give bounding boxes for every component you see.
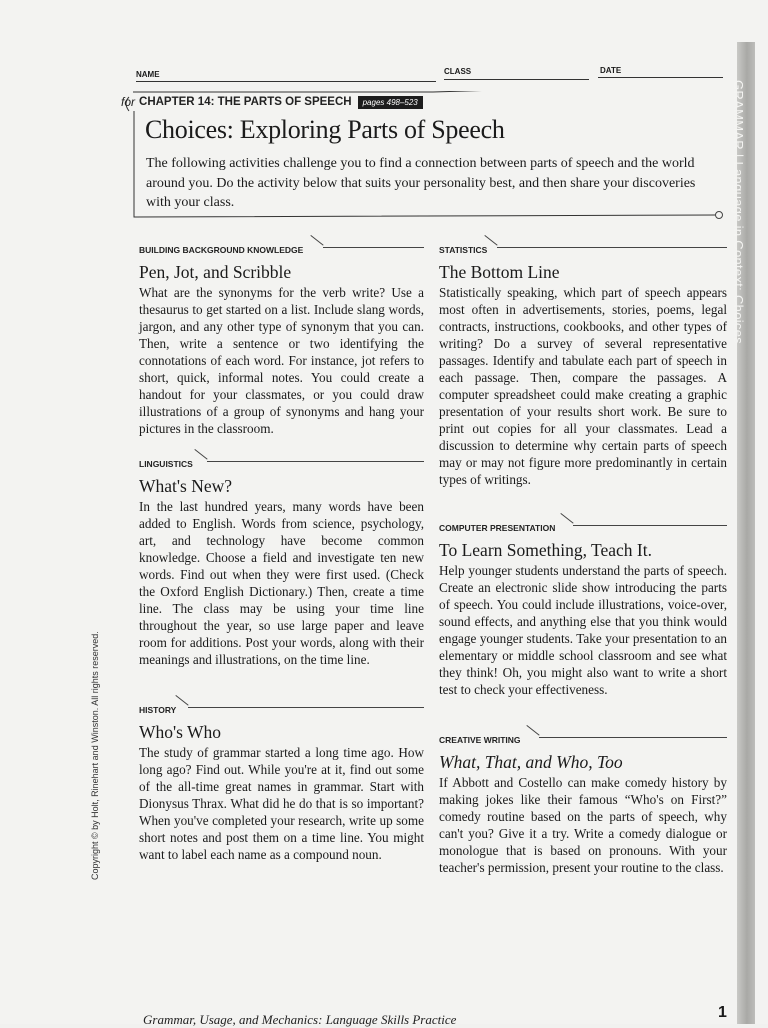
section-label: LINGUISTICS [139,459,193,469]
footer-title: Grammar, Usage, and Mechanics: Language Skills Practice [143,1012,457,1027]
label-rule [497,247,727,248]
section-title: What, That, and Who, Too [439,752,623,772]
chapter-heading [121,92,423,112]
section-title: What's New? [139,476,233,496]
section-pen-jot-scribble [139,240,424,437]
intro-paragraph: The following activities challenge you to find a connection between parts of speech and the world around you. Do the activity below that suits your personality best, and then share your discoveries with your class. [146,156,696,210]
chapter-title: CHAPTER 14: THE PARTS OF SPEECH [139,96,352,108]
section-label: COMPUTER PRESENTATION [439,523,556,533]
label-rule-tick [310,235,323,246]
section-what-that-who [439,730,727,876]
label-rule [207,461,424,462]
date-label: DATE [600,66,622,75]
section-title: The Bottom Line [439,262,560,282]
section-body: Statistically speaking, which part of speech appears most often in advertisements, stories, poems, legal contracts, instructions, cookbooks, and other types of writing? Do a survey of several representative passages. Identify and tabulate each part of speech in each passage. Then, compare the passages. A computer spreadsheet could make creating a graphic presentation of your results short work. Be sure to print out copies for all your classmates. Lead a discussion to determine why certain parts of speech may or may not figure more predominantly in certain types of writings. [439,285,727,487]
label-rule-tick [560,513,573,524]
class-label: CLASS [444,67,472,76]
class-line [444,79,589,80]
section-body: Help younger students understand the parts of speech. Create an electronic slide show introducing the parts of speech. You could include illustrations, voice-over, sound effects, and anything else that you think would engage younger students. Take your presentation to an elementary or middle school classroom and see what they think! Oh, you might also want to write a short test to check your effectiveness. [439,563,727,697]
section-body: The study of grammar started a long time ago. How long ago? Find out. While you're at it, find out some of the all-time great names in grammar. Start with Dionysus Thrax. What did he do that is so important? When you've completed your research, write up some short notes and post them on a time line. You might want to label each name as a compound noun. [139,745,424,862]
name-line [136,81,436,82]
section-label: BUILDING BACKGROUND KNOWLEDGE [139,245,304,255]
section-label: CREATIVE WRITING [439,735,521,745]
label-rule [188,707,424,708]
section-whos-who [139,700,424,863]
for-text: for [121,95,136,109]
section-label: STATISTICS [439,245,488,255]
section-body: In the last hundred years, many words have been added to English. Words from science, psychology, art, and technology have become common knowledge. Choose a field and investigate ten new words. Find out when they were first used. (Check the Oxford English Dictionary.) Then, create a time line. The class may be using your time line throughout the year, so use large paper and leave room for additions. Post your words, along with their meanings and illustrations, on the time line. [139,499,424,667]
section-whats-new [139,454,424,668]
pages-badge: pages 498–523 [358,96,423,109]
section-teach-it [439,518,727,698]
page-title: Choices: Exploring Parts of Speech [145,115,505,144]
section-bottom-line [439,240,727,488]
sidebar-label: GRAMMAR | Language in Context: Choices [731,80,746,345]
section-body: What are the synonyms for the verb write? Use a thesaurus to get started on a list. Include slang words, jargon, and any other type of synonym that you can. Then, write a sentence or two identifying the connotations of each word. For instance, jot refers to short, quick, informal notes. You could create a handout for your classmates, or you could draw illustrations of a group of synonyms and hang your pictures in the classroom. [139,285,424,436]
section-title: Pen, Jot, and Scribble [139,262,292,282]
label-rule [539,737,727,738]
label-rule-tick [526,725,539,736]
copyright-notice: Copyright © by Holt, Rinehart and Winston. All rights reserved. [90,631,100,880]
section-title: To Learn Something, Teach It. [439,540,652,560]
section-label: HISTORY [139,705,177,715]
date-line [598,77,723,78]
section-body: If Abbott and Costello can make comedy history by making jokes like their famous “Who's on First?” comedy routine based on the parts of speech, why can't you? Give it a try. Write a comedy dialogue or monologue that is based on pronouns. With your teacher's permission, present your routine to the class. [439,775,727,875]
name-label: NAME [136,70,160,79]
page-number: 1 [718,1004,727,1021]
label-rule [573,525,727,526]
label-rule [323,247,424,248]
section-title: Who's Who [139,722,222,742]
